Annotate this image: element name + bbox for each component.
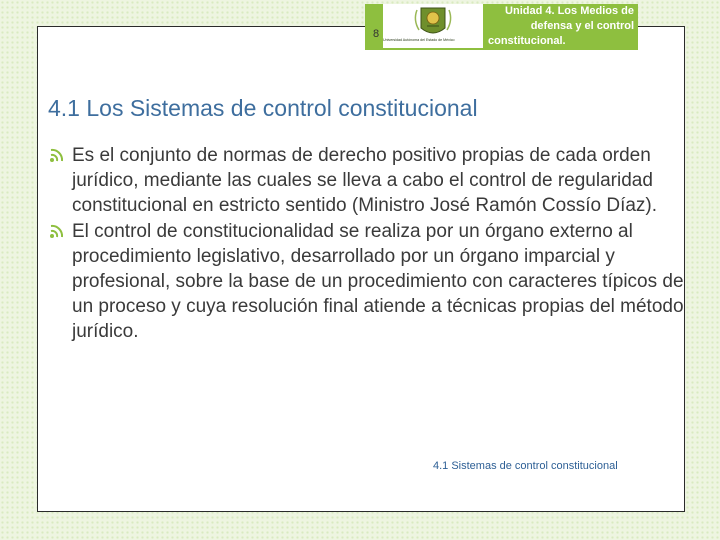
page-number: 8 xyxy=(373,28,380,40)
bullet-list xyxy=(48,143,688,345)
unit-title-line: constitucional. xyxy=(488,35,566,47)
unit-title xyxy=(486,4,634,49)
slide-title: 4.1 Los Sistemas de control constitucional xyxy=(48,95,478,121)
unit-title-line: defensa y el control xyxy=(530,20,634,32)
bullet-text: Es el conjunto de normas de derecho positivo propias de cada orden jurídico, mediante las cuales se lleva a cabo el control de regularidad constitucional en estricto sentido (Ministro José Ramón Cossío Díaz). xyxy=(72,145,658,217)
wifi-signal-icon xyxy=(48,145,68,165)
bullet-item xyxy=(48,143,688,219)
logo-caption: Universidad Autónoma del Estado de México xyxy=(383,38,455,42)
footer-text: 4.1 Sistemas de control constitucional xyxy=(433,460,618,472)
bullet-item xyxy=(48,219,688,345)
wifi-signal-icon xyxy=(48,221,68,241)
bullet-text: El control de constitucionalidad se realiza por un órgano externo al procedimiento legislativo, desarrollado por un órgano imparcial y profesional, sobre la base de un procedimiento con caracteres típicos de un proceso y cuya resolución final atiende a técnicas propias del método jurídico. xyxy=(72,220,684,343)
unit-title-line: Unidad 4. Los Medios de xyxy=(505,5,634,17)
